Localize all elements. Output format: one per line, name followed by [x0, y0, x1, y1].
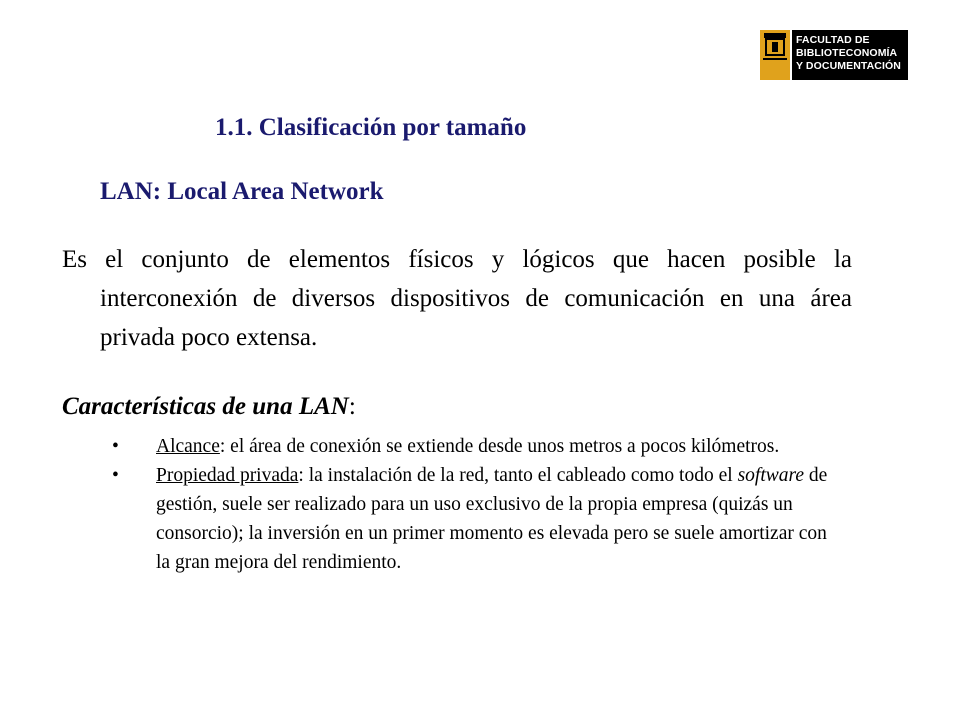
bullet-glyph: •: [112, 465, 119, 486]
characteristics-heading-colon: :: [348, 393, 356, 420]
item-text-italic: software: [737, 465, 805, 486]
item-text: : el área de conexión se extiende desde unos metros a pocos kilómetros.: [219, 436, 780, 457]
item-text-part-b: de gestión, suele ser realizado para un uso exclusivo de la propia empresa (quizás un consorcio); la inversión en un primer momento es elevada pero se suele amortizar con la gran mejora del rendimiento.: [156, 465, 828, 573]
item-term: Propiedad privada: [156, 465, 299, 486]
slide-subtitle: LAN: Local Area Network: [100, 178, 384, 205]
university-emblem: [760, 30, 790, 80]
intro-paragraph: Es el conjunto de elementos físicos y lógicos que hacen posible la interconexión de diversos dispositivos de comunicación en una área privada poco extensa.: [62, 246, 852, 351]
characteristics-heading: [62, 393, 356, 421]
list-item: [112, 432, 832, 461]
slide-title: 1.1. Clasificación por tamaño: [215, 114, 527, 141]
logo-line-3: Y DOCUMENTACIÓN: [796, 60, 901, 72]
logo-line-2: BIBLIOTECONOMÍA: [796, 47, 898, 59]
logo-line-1: FACULTAD DE: [796, 34, 870, 46]
faculty-logo: [760, 30, 908, 80]
list-item: [112, 461, 832, 577]
item-term: Alcance: [156, 436, 220, 457]
characteristics-heading-text: Características de una LAN: [62, 393, 349, 420]
faculty-name: [792, 30, 908, 80]
item-text-part-a: : la instalación de la red, tanto el cableado como todo el: [298, 465, 738, 486]
characteristics-list: [112, 432, 832, 577]
bullet-glyph: •: [112, 436, 119, 457]
